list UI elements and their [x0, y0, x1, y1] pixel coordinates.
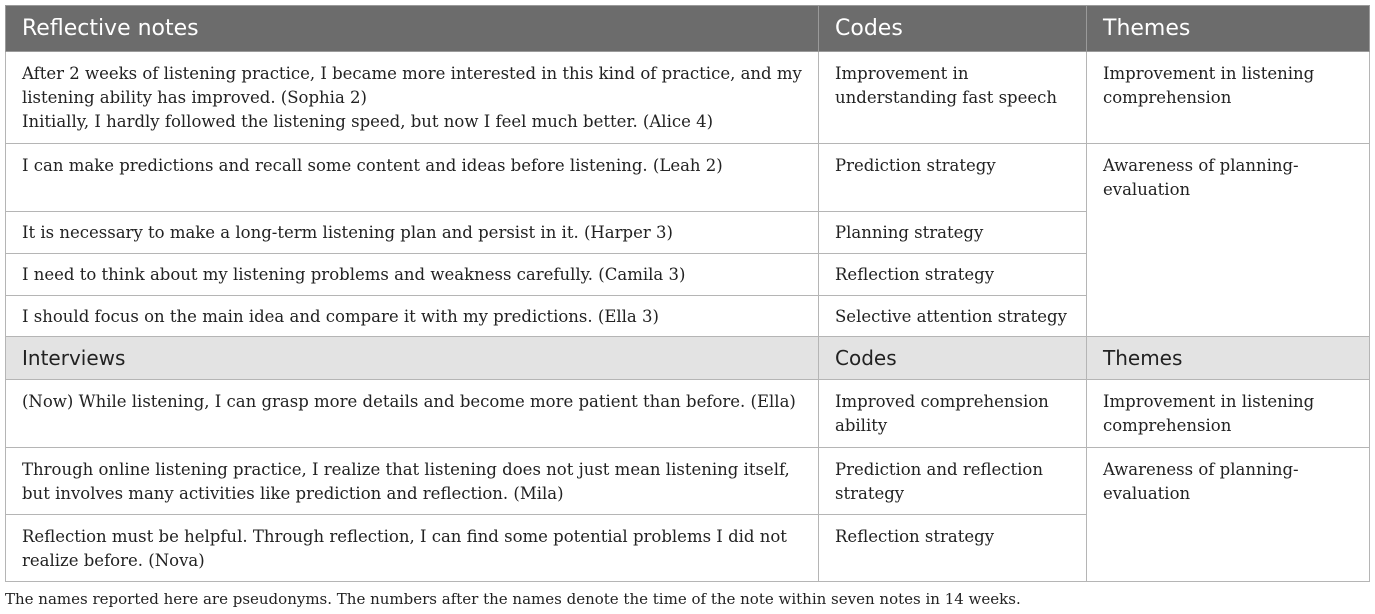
header-interviews: Interviews — [6, 337, 819, 380]
note-line: After 2 weeks of listening practice, I became more interested in this kind of practice, and my listening ability has improved. (Sophia 2) — [22, 64, 802, 107]
header-codes: Codes — [819, 337, 1087, 380]
table-row — [6, 52, 1370, 144]
theme-cell: Awareness of planning-evaluation — [1087, 448, 1370, 582]
data-table-container — [5, 5, 1369, 582]
header-codes: Codes — [819, 6, 1087, 52]
note-cell: It is necessary to make a long-term listening plan and persist in it. (Harper 3) — [6, 212, 819, 254]
code-cell: Planning strategy — [819, 212, 1087, 254]
theme-cell: Improvement in listening comprehension — [1087, 380, 1370, 448]
theme-cell: Improvement in listening comprehension — [1087, 52, 1370, 144]
code-cell: Prediction strategy — [819, 144, 1087, 212]
table-header-reflective — [6, 6, 1370, 52]
header-reflective-notes: Reflective notes — [6, 6, 819, 52]
header-themes: Themes — [1087, 6, 1370, 52]
code-cell: Improvement in understanding fast speech — [819, 52, 1087, 144]
note-cell: I can make predictions and recall some content and ideas before listening. (Leah 2) — [6, 144, 819, 212]
data-table — [5, 5, 1370, 582]
note-cell: (Now) While listening, I can grasp more details and become more patient than before. (Ella) — [6, 380, 819, 448]
table-row — [6, 448, 1370, 515]
theme-cell: Awareness of planning-evaluation — [1087, 144, 1370, 337]
note-cell: I should focus on the main idea and compare it with my predictions. (Ella 3) — [6, 296, 819, 337]
note-cell: Reflection must be helpful. Through reflection, I can find some potential problems I did not realize before. (Nova) — [6, 515, 819, 582]
code-cell: Reflection strategy — [819, 515, 1087, 582]
header-themes: Themes — [1087, 337, 1370, 380]
code-cell: Selective attention strategy — [819, 296, 1087, 337]
note-cell: I need to think about my listening problems and weakness carefully. (Camila 3) — [6, 254, 819, 296]
code-cell: Reflection strategy — [819, 254, 1087, 296]
note-cell — [6, 52, 819, 144]
code-cell: Prediction and reflection strategy — [819, 448, 1087, 515]
note-cell: Through online listening practice, I realize that listening does not just mean listening itself, but involves many activities like prediction and reflection. (Mila) — [6, 448, 819, 515]
code-cell: Improved comprehension ability — [819, 380, 1087, 448]
table-footnote: The names reported here are pseudonyms. The numbers after the names denote the time of the note within seven notes in 14 weeks. — [5, 590, 1021, 608]
table-header-interviews — [6, 337, 1370, 380]
note-line: Initially, I hardly followed the listening speed, but now I feel much better. (Alice 4) — [22, 112, 714, 131]
table-row — [6, 144, 1370, 212]
table-row — [6, 380, 1370, 448]
